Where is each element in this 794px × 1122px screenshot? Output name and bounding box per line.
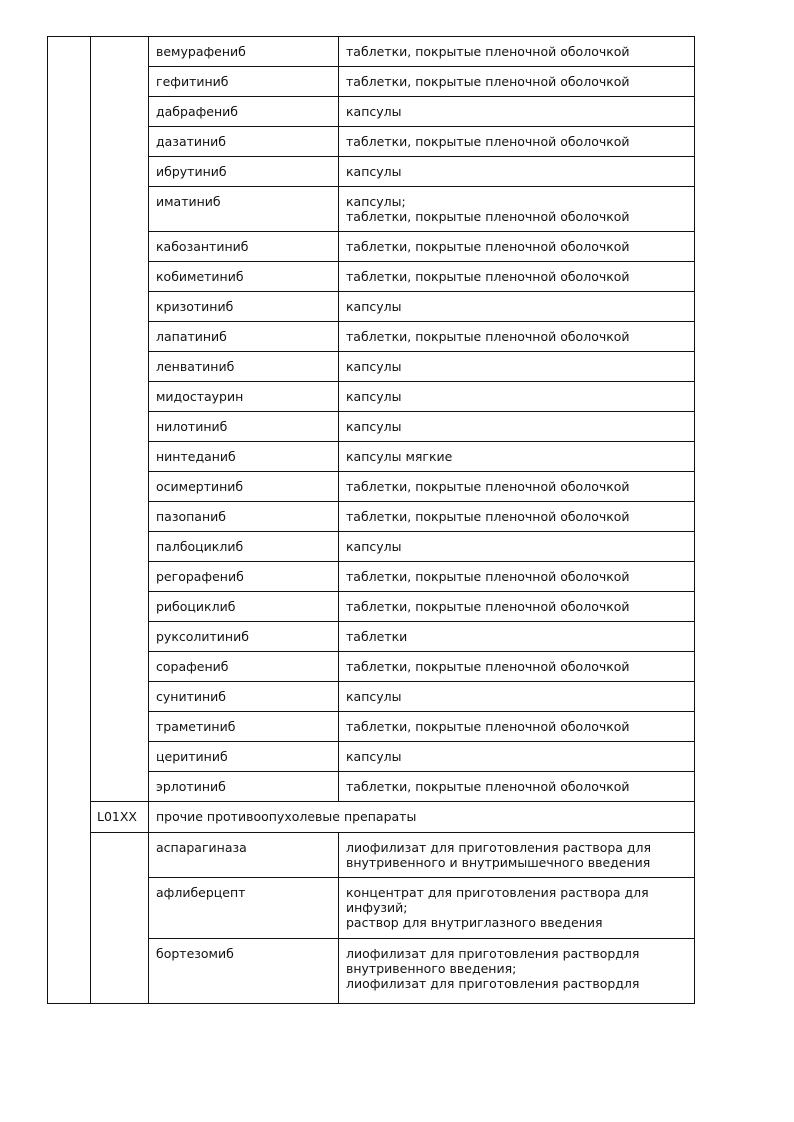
dosage-form: таблетки, покрытые пленочной оболочкой [339,562,695,592]
drug-name: вемурафениб [149,37,339,67]
drug-name: рибоциклиб [149,592,339,622]
drug-name: церитиниб [149,742,339,772]
drug-name: палбоциклиб [149,532,339,562]
dosage-form: капсулы [339,382,695,412]
drug-name: иматиниб [149,187,339,232]
drug-name: руксолитиниб [149,622,339,652]
dosage-form: таблетки, покрытые пленочной оболочкой [339,67,695,97]
atc-subgroup-column [91,37,149,802]
dosage-form: таблетки, покрытые пленочной оболочкой [339,262,695,292]
table-row [48,37,695,67]
atc-group-code: L01XX [91,802,149,833]
drug-name: траметиниб [149,712,339,742]
dosage-form: таблетки, покрытые пленочной оболочкой [339,472,695,502]
atc-code-column [48,37,91,1004]
drug-name: мидостаурин [149,382,339,412]
dosage-form: капсулы; таблетки, покрытые пленочной оболочкой [339,187,695,232]
dosage-form: капсулы [339,742,695,772]
drug-name: лапатиниб [149,322,339,352]
dosage-form: капсулы [339,532,695,562]
dosage-form: капсулы [339,157,695,187]
dosage-form: капсулы [339,97,695,127]
dosage-form: лиофилизат для приготовления раствора для внутривенного и внутримышечного введения [339,833,695,878]
drug-name: пазопаниб [149,502,339,532]
dosage-form: таблетки, покрытые пленочной оболочкой [339,37,695,67]
drug-name: ибрутиниб [149,157,339,187]
dosage-form: капсулы [339,292,695,322]
atc-group-title: прочие противоопухолевые препараты [149,802,695,833]
group-header-row [48,802,695,833]
drug-name: кризотиниб [149,292,339,322]
drug-name: осимертиниб [149,472,339,502]
dosage-form: таблетки, покрытые пленочной оболочкой [339,652,695,682]
drug-name: нинтеданиб [149,442,339,472]
drug-name: кобиметиниб [149,262,339,292]
drug-name: сорафениб [149,652,339,682]
drug-name: аспарагиназа [149,833,339,878]
dosage-form: таблетки, покрытые пленочной оболочкой [339,502,695,532]
drug-name: афлиберцепт [149,878,339,939]
dosage-form: капсулы [339,412,695,442]
drug-name: эрлотиниб [149,772,339,802]
drug-name: бортезомиб [149,939,339,1004]
drug-name: регорафениб [149,562,339,592]
dosage-form: таблетки [339,622,695,652]
dosage-form: лиофилизат для приготовления раствордля внутривенного введения; лиофилизат для приготовления раствордля [339,939,695,1004]
dosage-form: капсулы мягкие [339,442,695,472]
dosage-form: таблетки, покрытые пленочной оболочкой [339,592,695,622]
drug-name: сунитиниб [149,682,339,712]
dosage-form: таблетки, покрытые пленочной оболочкой [339,127,695,157]
drug-table [47,36,695,1004]
dosage-form: таблетки, покрытые пленочной оболочкой [339,712,695,742]
drug-name: ленватиниб [149,352,339,382]
drug-name: дазатиниб [149,127,339,157]
drug-name: дабрафениб [149,97,339,127]
drug-name: кабозантиниб [149,232,339,262]
drug-name: гефитиниб [149,67,339,97]
dosage-form: капсулы [339,352,695,382]
dosage-form: таблетки, покрытые пленочной оболочкой [339,322,695,352]
drug-name: нилотиниб [149,412,339,442]
dosage-form: концентрат для приготовления раствора для инфузий; раствор для внутриглазного введения [339,878,695,939]
dosage-form: таблетки, покрытые пленочной оболочкой [339,232,695,262]
dosage-form: таблетки, покрытые пленочной оболочкой [339,772,695,802]
dosage-form: капсулы [339,682,695,712]
table-row [48,833,695,878]
atc-subgroup-column [91,833,149,1004]
